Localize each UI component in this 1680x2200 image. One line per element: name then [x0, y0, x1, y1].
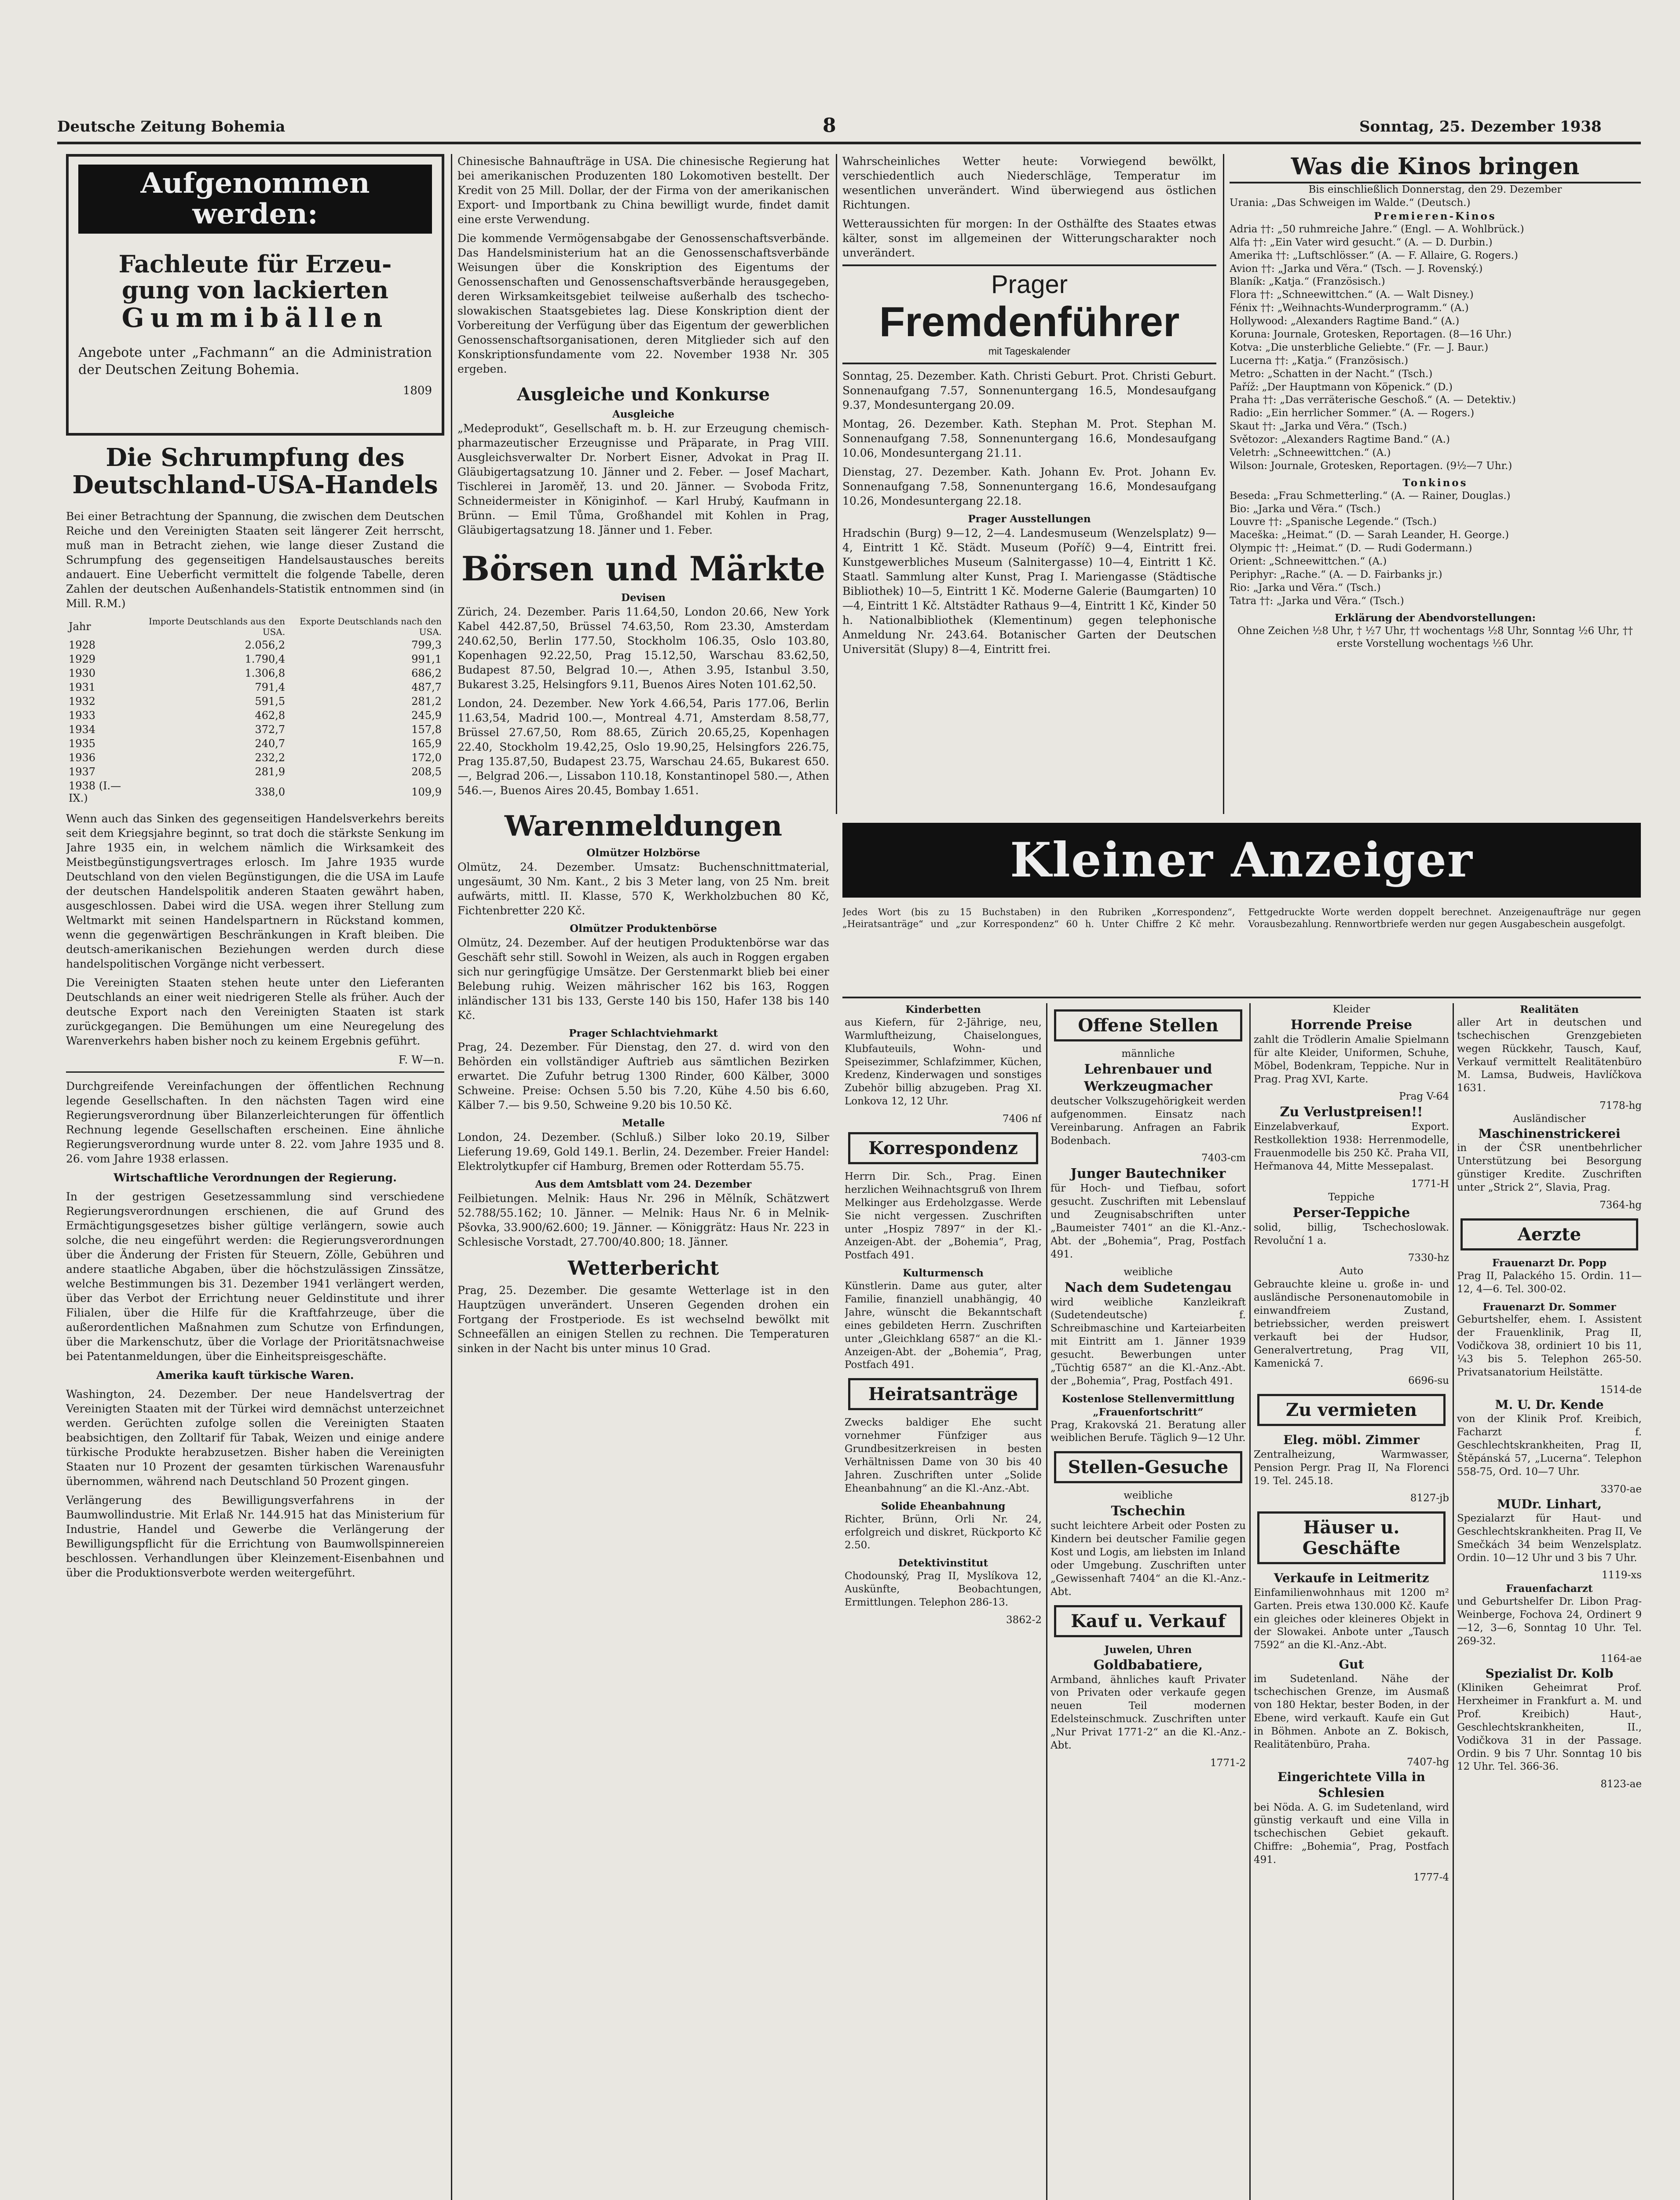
- article-text: Wetteraussichten für morgen: In der Osthälfte des Staates etwas kälter, sonst im allgemeinen der Witterungscharakter noch unverändert.: [842, 217, 1216, 259]
- cinema-entry: Lucerna ††: „Katja.“ (Französisch.): [1230, 355, 1409, 367]
- ad-text: Gebrauchte kleine u. große in- und ausländische Personenautomobile in einwandfreiem Zustand, betriebssicher, werden preiswert verkauft bei der Hudsor, Generalvertretung, Prag VII, Kamenická 7.: [1254, 1279, 1449, 1369]
- table-row: 1930 1.306,8 686,2: [69, 667, 442, 680]
- ad-text: Zentralheizung, Warmwasser, Pension Pergr. Prag II, Na Florenci 19. Tel. 245.18.: [1254, 1448, 1449, 1487]
- subheading: Ausgleiche: [612, 408, 675, 420]
- column-divider: [451, 154, 452, 2200]
- cinema-entry: Orient: „Schneewittchen.“ (A.): [1230, 556, 1387, 568]
- ad-heading: Spezialist Dr. Kolb: [1485, 1666, 1614, 1681]
- cinema-entry: Koruna: Journale, Grotesken, Reportagen. (8—16 Uhr.): [1230, 328, 1512, 340]
- ad-code: 7330-hz: [1408, 1252, 1449, 1264]
- ad-code: 3370-ae: [1600, 1483, 1642, 1495]
- cinema-entry: Flora ††: „Schneewittchen.“ (A. — Walt Disney.): [1230, 289, 1474, 301]
- section-heading: Warenmeldungen: [504, 810, 783, 843]
- article-text: London, 24. Dezember. (Schluß.) Silber loko 20.19, Silber Lieferung 19.69, Gold 149.1. Berlin, 24. Dezember. Freier Handel: Elektrolytkupfer cif Hamburg, Bremen oder Rotterdam 55.75.: [458, 1131, 829, 1173]
- calendar-entry: Sonntag, 25. Dezember. Kath. Christi Geburt. Prot. Christi Geburt. Sonnenaufgang 7.57, Sonnenuntergang 16.5, Mondesaufgang 9.37, Mondesuntergang 20.09.: [842, 370, 1216, 412]
- article-text: In der gestrigen Gesetzessammlung sind verschiedene Regierungsverordnungen erschienen, die auf Grund des Ermächtigungsgesetzes bisher gültige verlängern, sowie auch solche, die neu eingeführt werden: die Regierungsverordnungen über die Änderung der Fristen für Steuern, Zölle, Gebühren und andere staatliche Abgaben, über die höchstzulässigen Zinssätze, welche Bestimmungen bis 31. Dezember 1941 verlängert werden, über das Verbot der Errichtung neuer Geldinstitute und ihrer Filialen, über die Hilfe für die Kraftfahrzeuge, über die außerordentlichen Maßnahmen zum Schutze von Erfindungen, über die Markenschutz, über die Vorlage der Prioritätsnachweise bei Patentanmeldungen, über die Einheitspreisgeschäfte.: [66, 1190, 444, 1363]
- subheading: Prager Schlachtviehmarkt: [569, 1027, 718, 1039]
- ad-code: 1164-ae: [1600, 1653, 1642, 1665]
- ad-code: 7364-hg: [1599, 1199, 1642, 1211]
- article-text: Washington, 24. Dezember. Der neue Handelsvertrag der Vereinigten Staaten mit der Türkei wird demnächst unterzeichnet werden. Gerüchten zufolge sollen die Vereinigten Staaten beabsichtigen, den Zolltarif für Tabak, Weizen und einige andere türkische Produkte herabzusetzen. Bisher haben die Vereinigten Staaten nur 10 Prozent der gesamten türkischen Warenausfuhr übernommen, während nach Deutschland 50 Prozent gingen.: [66, 1388, 444, 1488]
- guide-subtitle: mit Tageskalender: [988, 345, 1071, 357]
- ad-code: Prag V-64: [1399, 1091, 1449, 1103]
- page-number: 8: [823, 114, 836, 137]
- ad-code: 7178-hg: [1599, 1100, 1642, 1112]
- table-row: 1932 591,5 281,2: [69, 695, 442, 708]
- ad-code: 3862-2: [1006, 1614, 1042, 1626]
- category-box: Aerzte: [1460, 1218, 1638, 1250]
- article-text: Bei einer Betrachtung der Spannung, die zwischen dem Deutschen Reiche und den Vereinigten Staaten seit längerer Zeit herrscht, muß man in Betracht ziehen, wie lange dieser Zustand die Schrumpfung des gegenseitigen Handelsaustausches bereits andauert. Eine Ueberficht vermittelt die folgende Tabelle, deren Zahlen der deutschen Außenhandels-Statistik entnommen sind (in Mill. R.M.): [66, 510, 444, 610]
- ad-text: zahlt die Trödlerin Amalie Spielmann für alte Kleider, Uniformen, Schuhe, Möbel, Bodenkram, Teppiche. Nur in Prag. Prag XVI, Karte.: [1254, 1034, 1449, 1085]
- subheading: Aus dem Amtsblatt vom 24. Dezember: [535, 1178, 752, 1191]
- cinema-entry: Hollywood: „Alexanders Ragtime Band.“ (A.): [1230, 315, 1460, 327]
- ad-code: 7406 nf: [1002, 1113, 1042, 1125]
- cinema-entry: Fénix ††: „Weihnachts-Wunderprogramm.“ (A.): [1230, 302, 1469, 314]
- ad-text: in der ČSR unentbehrlicher Unterstützung bei Besorgung günstiger Kredite. Zuschriften unter „Strick 2“, Slavia, Prag.: [1457, 1142, 1642, 1194]
- calendar-entry: Montag, 26. Dezember. Kath. Stephan M. Prot. Stephan M. Sonnenaufgang 7.58, Sonnenuntergang 16.6, Mondesaufgang 10.06, Mondesuntergang 21.11.: [842, 418, 1216, 460]
- ad-text: aus Kiefern, für 2-Jährige, neu, Warmluftheizung, Chaiselongues, Klubfauteuils, Wohn- und Speisezimmer, Schlafzimmer, Küchen, Kredenz, Kinderwagen und sonstiges Zubehör billig abzugeben. Prag XI. Lonkova 12, 12 Uhr.: [845, 1016, 1042, 1107]
- subheading: Wirtschaftliche Verordnungen der Regierung.: [113, 1171, 397, 1184]
- cinema-entry: Wilson: Journale, Grotesken, Reportagen. (9½—7 Uhr.): [1230, 460, 1512, 472]
- table-header: Jahr: [69, 620, 91, 633]
- ad-heading: M. U. Dr. Kende: [1495, 1397, 1604, 1412]
- subheading: Devisen: [621, 592, 666, 604]
- ad-heading: Frauenarzt Dr. Popp: [1492, 1257, 1607, 1269]
- cinema-entry: Metro: „Schatten in der Nacht.“ (Tsch.): [1230, 368, 1433, 380]
- section-heading: Wetterbericht: [567, 1257, 719, 1280]
- cinema-entry: Adria ††: „50 ruhmreiche Jahre.“ (Engl. — A. Wohlbrück.): [1230, 223, 1524, 235]
- trade-table: [66, 615, 444, 805]
- guide-title: Fremdenführer: [879, 298, 1180, 345]
- table-row: 1935 240,7 165,9: [69, 737, 442, 750]
- article-text: Hradschin (Burg) 9—12, 2—4. Landesmuseum (Wenzelsplatz) 9—4, Eintritt 1 Kč. Städt. Museum (Poříč) 9—4, Eintritt frei. Kunstgewerbliches Museum (Salnitergasse) 10—4, Eintritt 1 Kč. Staatl. Sammlung alter Kunst, Prag I. Mariengasse (Städtische Bibliothek) 10—5, Eintritt 1 Kč. Moderne Galerie (Baumgarten) 10—4, Eintritt 1 Kč. Altstädter Rathaus 9—4, Eintritt 1 Kč, Kinder 50 h. Nationalbibliothek (Klementinum) gegen telephonische Anmeldung Nr. 243.64. Botanischer Garten der Deutschen Universität (Slupy) 8—4, Eintritt frei.: [842, 527, 1216, 656]
- ad-heading: MUDr. Linhart,: [1497, 1496, 1602, 1511]
- ad-subheading: weibliche: [1124, 1266, 1173, 1278]
- cinema-entry: Skaut ††: „Jarka und Věra.“ (Tsch.): [1230, 421, 1407, 433]
- subheading: Tonkinos: [1402, 477, 1468, 489]
- ad-code: 1119-xs: [1601, 1569, 1642, 1581]
- cinema-entry: Periphyr: „Rache.“ (A. — D. Fairbanks jr.): [1230, 569, 1442, 581]
- ad-subheading: männliche: [1121, 1048, 1175, 1060]
- cinema-entry: Praha ††: „Das verräterische Geschoß.“ (A. — Detektiv.): [1230, 394, 1516, 406]
- masthead: Deutsche Zeitung Bohemia: [57, 118, 285, 136]
- ad-heading: Detektivinstitut: [898, 1557, 988, 1569]
- ad-text: Künstlerin. Dame aus guter, alter Familie, finanziell unabhängig, 40 Jahre, wünscht die Bekanntschaft eines gebildeten Herrn. Zuschriften unter „Gleichklang 6587“ an die Kl.-Anzeigen-Abt. der „Bohemia“, Prag, Postfach 491.: [845, 1280, 1042, 1371]
- article-title: Die Schrumpfung des Deutschland-USA-Handels: [72, 443, 438, 499]
- ad-heading: Kinderbetten: [905, 1004, 981, 1016]
- guide-title: Prager: [991, 270, 1068, 299]
- classifieds-rule: [842, 997, 1641, 998]
- subheading: Olmützer Holzbörse: [586, 847, 700, 859]
- note-heading: Erklärung der Abendvorstellungen:: [1335, 612, 1536, 624]
- ad-heading: Perser-Teppiche: [1292, 1205, 1410, 1221]
- ad-line: Gummibällen: [121, 302, 389, 334]
- column-divider: [1249, 1003, 1251, 2200]
- table-row: 1928 2.056,2 799,3: [69, 639, 442, 652]
- ad-text: Prag, Krakovská 21. Beratung aller weiblichen Berufe. Täglich 9—12 Uhr.: [1050, 1419, 1246, 1444]
- table-row: 1931 791,4 487,7: [69, 681, 442, 694]
- cinema-entry: Olympic ††: „Heimat.“ (D. — Rudi Godermann.): [1230, 543, 1472, 554]
- cinema-entry: Světozor: „Alexanders Ragtime Band.“ (A.): [1230, 434, 1450, 446]
- ad-code: 6696-su: [1408, 1375, 1449, 1387]
- cinema-entry: Blaník: „Katja.“ (Französisch.): [1230, 276, 1385, 288]
- ad-line: Fachleute für Erzeu-: [118, 249, 392, 278]
- article-text: Olmütz, 24. Dezember. Umsatz: Buchenschnittmaterial, ungesäumt, 30 Nm. Kant., 2 bis 3 Meter lang, von 25 Nm. breit aufwärts, mittl. II. Klasse, 570 K, Werkholzbuchen 80 Kč, Fichtenbretter 220 Kč.: [458, 860, 829, 917]
- article-text: London, 24. Dezember. New York 4.66,54, Paris 177.06, Berlin 11.63,54, Madrid 100.—, Montreal 4.71, Amsterdam 8.58,77, Brüssel 27.67,50, Rom 88.65, Zürich 20.65,25, Kopenhagen 22.40, Stockholm 19.42,25, Oslo 19.90,25, Helsingfors 226.75, Prag 135.87,50, Budapest 23.75, Warschau 24.65, Bukarest 650.—, Belgrad 206.—, Lissabon 110.18, Konstantinopel 580.—, Athen 546.—, Buenos Aires 20.45, Bombay 1.651.: [458, 697, 829, 797]
- ad-code: 1771-H: [1411, 1178, 1449, 1190]
- table-row: 1938 (I.—IX.) 338,0 109,9: [69, 780, 442, 805]
- cinema-entry: Bio: „Jarka und Věra.“ (Tsch.): [1230, 503, 1381, 515]
- ad-heading: Maschinenstrickerei: [1478, 1126, 1621, 1141]
- ad-heading: Frauenarzt Dr. Sommer: [1482, 1301, 1616, 1313]
- ad-heading: Horrende Preise: [1290, 1017, 1413, 1033]
- ad-text: Geburtshelfer, ehem. I. Assistent der Frauenklinik, Prag II, Vodičkova 38, ordiniert 10 bis 11, ¼3 bis 5. Telephon 265-50. Privatsanatorium Heilstätte.: [1457, 1314, 1642, 1378]
- article-text: Die Vereinigten Staaten stehen heute unter den Lieferanten Deutschlands an einer weit niedrigeren Stelle als früher. Auch der deutsche Export nach den Vereinigten Staaten ist stark zurückgegangen. Die Bemühungen um eine Neuregelung des Warenverkehrs haben bisher noch zu keinem Ergebnis geführt.: [66, 976, 444, 1048]
- category-box: Korrespondenz: [848, 1132, 1038, 1164]
- column-3: [842, 154, 1216, 814]
- table-row: 1934 372,7 157,8: [69, 723, 442, 736]
- ad-code: 7403-cm: [1201, 1152, 1246, 1164]
- issue-date: Sonntag, 25. Dezember 1938: [1359, 118, 1602, 136]
- ad-text: wird weibliche Kanzleikraft (Sudetendeutsche) f. Schreibmaschine und Karteiarbeiten mit Eintritt am 1. Jänner 1939 gesucht. Bewerbungen unter „Tüchtig 6587“ an die Kl.-Anz.-Abt. der „Bohemia“, Prag, Postfach 491.: [1050, 1296, 1246, 1387]
- article-text: Prag, 24. Dezember. Für Dienstag, den 27. d. wird von den Behörden ein vollständiger Auftrieb aus sämtlichen Bezirken erwartet. Die Zufuhr betrug 1300 Rinder, 600 Kälber, 3000 Schweine. Preise: Ochsen 5.50 bis 7.20, Kühe 4.50 bis 6.60, Kälber 7.— bis 9.50, Schweine 9.20 bis 10.50 Kč.: [458, 1041, 829, 1112]
- article-signature: F. W—n.: [398, 1053, 444, 1067]
- ad-heading: Junger Bautechniker: [1070, 1166, 1226, 1182]
- article-text: Chinesische Bahnaufträge in USA. Die chinesische Regierung hat bei amerikanischen Produzenten 180 Lokomotiven bestellt. Der Kredit von 25 Mill. Dollar, der der Firma von der amerikanischen Export- und Importbank zu China bewilligt wurde, findet damit eine erste Verwendung.: [458, 155, 829, 226]
- ad-subheading: Juwelen, Uhren: [1104, 1643, 1192, 1656]
- divider: [66, 1071, 444, 1073]
- ad-heading: Kostenlose Stellenvermittlung „Frauenfortschritt“: [1061, 1393, 1235, 1418]
- table-row: 1929 1.790,4 991,1: [69, 653, 442, 666]
- ad-text: Chodounský, Prag II, Myslíkova 12, Auskünfte, Beobachtungen, Ermittlungen. Telephon 286-13.: [845, 1570, 1042, 1608]
- column-2: [458, 154, 829, 2200]
- classifieds-column-2: [1050, 1003, 1246, 2200]
- calendar-entry: Dienstag, 27. Dezember. Kath. Johann Ev. Prot. Johann Ev. Sonnenaufgang 7.58, Sonnenuntergang 16.6, Mondesaufgang 10.26, Mondesuntergang 22.18.: [842, 466, 1216, 508]
- table-row: 1936 232,2 172,0: [69, 752, 442, 764]
- article-text: Prag, 25. Dezember. Die gesamte Wetterlage ist in den Hauptzügen unverändert. Unseren Gegenden drohen ein Fortgang der Frostperiode. Es ist wechselnd bewölkt mit Schneefällen an einigen Stellen zu rechnen. Die Temperaturen sinken in der Nacht bis unter minus 10 Grad.: [458, 1283, 829, 1355]
- cinema-entry: Tatra ††: „Jarka und Věra.“ (Tsch.): [1230, 595, 1404, 607]
- column-divider: [1046, 1003, 1047, 2200]
- ad-subheading: Teppiche: [1328, 1191, 1375, 1203]
- header-rule: [57, 142, 1641, 144]
- ad-text: bei Nöda. A. G. im Sudetenland, wird günstig verkauft und eine Villa in tschechischen Gebiet gekauft. Chiffre: „Bohemia“, Prag, Postfach 491.: [1254, 1801, 1449, 1866]
- cinema-entry: Amerika ††: „Luftschlösser.“ (A. — F. Allaire, G. Rogers.): [1230, 249, 1518, 261]
- ad-text: im Sudetenland. Nähe der tschechischen Grenze, im Ausmaß von 180 Hektar, bester Boden, in der Ebene, wird verkauft. Kaufe ein Gut in Böhmen. Anbote an Z. Bokisch, Realitätenbüro, Praha.: [1254, 1673, 1449, 1751]
- column-divider: [836, 154, 837, 814]
- table-header: Exporte Deutschlands nach den USA.: [299, 616, 442, 638]
- ad-title: Aufgenommen werden:: [78, 165, 432, 234]
- ad-fachleute: [66, 154, 444, 436]
- category-box: Häuser u. Geschäfte: [1257, 1511, 1446, 1564]
- cinema-entry: Urania: „Das Schweigen im Walde.“ (Deutsch.): [1230, 197, 1471, 209]
- category-box: Offene Stellen: [1054, 1009, 1242, 1041]
- cinema-subtitle: Bis einschließlich Donnerstag, den 29. Dezember: [1308, 184, 1562, 196]
- ad-text: deutscher Volkszugehörigkeit werden aufgenommen. Einsatz nach Vereinbarung. Anfragen an Fabrik Bodenbach.: [1050, 1095, 1246, 1147]
- ad-subheading: Auto: [1339, 1265, 1364, 1277]
- cinema-entry: Kotva: „Die unsterbliche Geliebte.“ (Fr. — J. Baur.): [1230, 341, 1489, 353]
- ad-text: Armband, ähnliches kauft Privater von Privaten oder verkaufe gegen neuen Teil modernen Edelsteinschmuck. Zuschriften unter „Nur Privat 1771-2“ an die Kl.-Anz.-Abt.: [1050, 1674, 1246, 1751]
- subheading: Prager Ausstellungen: [968, 513, 1091, 525]
- ad-heading: Tschechin: [1111, 1503, 1186, 1519]
- ad-heading: Eleg. möbl. Zimmer: [1283, 1433, 1420, 1448]
- category-box: Zu vermieten: [1257, 1394, 1446, 1426]
- ad-subheading: Realitäten: [1520, 1004, 1579, 1016]
- classifieds-column-3: [1254, 1003, 1449, 2200]
- ad-code: 8123-ae: [1600, 1778, 1642, 1790]
- ad-text: solid, billig, Tschechoslowak. Revoluční 1 a.: [1254, 1221, 1449, 1247]
- table-row: 1937 281,9 208,5: [69, 766, 442, 778]
- article-text: Zürich, 24. Dezember. Paris 11.64,50, London 20.66, New York Kabel 442.87,50, Brüssel 74.63,50, Rom 23.30, Amsterdam 240.62,50, Berlin 177.50, Stockholm 106.35, Oslo 103.80, Kopenhagen 92.22,50, Prag 15.12,50, Warschau 83.62,50, Budapest 87.50, Belgrad 10.—, Athen 3.95, Istanbul 3.50, Bukarest 3.25, Helsingfors 9.11, Buenos Aires Noten 101.62,50.: [458, 605, 829, 691]
- cinema-entry: Veletrh: „Schneewittchen.“ (A.): [1230, 447, 1391, 458]
- ad-text: für Hoch- und Tiefbau, sofort gesucht. Zuschriften mit Lebenslauf und Zeugnisabschriften unter „Baumeister 7401“ an die Kl.-Anz.-Abt. der „Bohemia“, Prag, Postfach 491.: [1050, 1183, 1246, 1260]
- ad-text: aller Art in deutschen und tschechischen Grenzgebieten wegen Rückkehr, Tausch, Kauf, Verkauf vermittelt Realitätenbüro M. Lamsa, Budweis, Havlíčkova 1631.: [1457, 1016, 1642, 1094]
- ad-text: Einfamilienwohnhaus mit 1200 m² Garten. Preis etwa 130.000 Kč. Kaufe ein gleiches oder kleineres Objekt in der Slowakei. Anbote unter „Tausch 7592“ an die Kl.-Anz.-Abt.: [1254, 1587, 1449, 1651]
- ad-heading: Kulturmensch: [903, 1267, 984, 1280]
- article-text: Wahrscheinliches Wetter heute: Vorwiegend bewölkt, verschiedentlich auch Niederschläge, Temperatur im wesentlichen unverändert. Wind überwiegend aus östlichen Richtungen.: [842, 155, 1216, 211]
- cinema-entry: Rio: „Jarka und Věra.“ (Tsch.): [1230, 582, 1381, 594]
- ad-text: Richter, Brünn, Orli Nr. 24, erfolgreich und diskret, Rückporto Kč 2.50.: [845, 1513, 1042, 1551]
- cinema-entry: Maceška: „Heimat.“ (D. — Sarah Leander, H. George.): [1230, 529, 1509, 541]
- ad-subheading: weibliche: [1124, 1490, 1173, 1502]
- category-box: Kauf u. Verkauf: [1054, 1605, 1242, 1637]
- ad-line: gung von lackierten: [122, 276, 388, 304]
- ad-subheading: Ausländischer: [1513, 1113, 1586, 1125]
- column-1: [66, 154, 444, 2200]
- cinema-entry: Paříž: „Der Hauptmann von Köpenick.“ (D.): [1230, 381, 1453, 393]
- article-text: „Medeprodukt“, Gesellschaft m. b. H. zur Erzeugung chemisch-pharmazeutischer Erzeugnisse und Präparate, in Prag VIII. Ausgleichsverwalter Dr. Norbert Eisner, Advokat in Prag II. Gläubigertagsatzung 10. Jänner und 2. Feber. — Josef Machart, Tischlerei in Jaroměř, 13. und 20. Jänner. — Svoboda Fritz, Schneidermeister in Königinhof. — Karl Hrubý, Kaufmann in Brünn. — Emil Tůma, Großhandel mit Kohlen in Prag, Gläubigertagsatzung 18. Jänner und 1. Feber.: [458, 422, 829, 536]
- ad-text: Spezialarzt für Haut- und Geschlechtskrankheiten. Prag II, Ve Smečkách 34 beim Wenzelsplatz. Ordin. 10—12 Uhr und 3 bis 7 Uhr.: [1457, 1512, 1642, 1564]
- classifieds-title: Kleiner Anzeiger: [1010, 832, 1473, 888]
- ad-text: und Geburtshelfer Dr. Libon Prag-Weinberge, Fochova 24, Ordinert 9—12, 3—6, Sonntag 10 Uhr. Tel. 269-32.: [1457, 1596, 1642, 1647]
- ad-text: Zwecks baldiger Ehe sucht vornehmer Fünfziger aus Grundbesitzerkreisen in besten Verhältnissen Dame von 30 bis 40 Jahren. Zuschriften unter „Solide Eheanbahnung“ an die Kl.-Anz.-Abt.: [845, 1417, 1042, 1494]
- classifieds-column-4: [1457, 1003, 1642, 2200]
- classifieds-column-1: [845, 1003, 1042, 2200]
- column-4: [1230, 154, 1641, 814]
- category-box: Stellen-Gesuche: [1054, 1451, 1242, 1483]
- ad-code: 1514-de: [1600, 1384, 1642, 1396]
- guide-header: [842, 264, 1216, 364]
- subheading: Premieren-Kinos: [1374, 210, 1497, 222]
- article-text: Durchgreifende Vereinfachungen der öffentlichen Rechnung legende Gesellschaften. In den nächsten Tagen wird eine Regierungsverordnung über Bilanzerleichterungen für öffentlich Rechnung legende Gesellschaften erscheinen. Eine ähnliche Regierungsverordnung wurde unter 8. 22. vom Jahre 1935 und 8. 26. vom Jahre 1938 erlassen.: [66, 1080, 444, 1166]
- table-header: Importe Deutschlands aus den USA.: [148, 616, 285, 638]
- article-text: Die kommende Vermögensabgabe der Genossenschaftsverbände. Das Handelsministerium hat an die Genossenschaftsverbände Weisungen über die Konskription des Eigentums der Genossenschaften und Genossenschaftsverbände herausgegeben, deren Wirksamkeitsgebiet teilweise außerhalb des tschecho-slowakischen Staatsgebietes lag. Diese Konskription dient der Vorbereitung der Verfügung über das Eigentum der gewerblichen Genossenschaftsorganisationen, deren Mitglieder sich auf den Konskriptionsfundamente vom 22. November 1938 Nr. 305 ergeben.: [458, 232, 829, 375]
- subheading: Amerika kauft türkische Waren.: [156, 1369, 354, 1382]
- ad-heading: Goldbabatiere,: [1093, 1657, 1203, 1673]
- cinema-entry: Radio: „Ein herrlicher Sommer.“ (A. — Rogers.): [1230, 407, 1475, 419]
- column-divider: [1453, 1003, 1454, 2200]
- ad-subheading: Kleider: [1332, 1004, 1370, 1015]
- ad-text: Prag II, Palackého 15. Ordin. 11—12, 4—6. Tel. 300-02.: [1457, 1270, 1642, 1295]
- ad-text: (Kliniken Geheimrat Prof. Herxheimer in Frankfurt a. M. und Prof. Kreibich) Haut-, Geschlechtskrankheiten, II., Vodičkova 31 in der Passage. Ordin. 9 bis 7 Uhr. Sonntag 10 bis 12 Uhr. Tel. 366-36.: [1457, 1682, 1642, 1773]
- cinema-entry: Avion ††: „Jarka und Věra.“ (Tsch. — J. Rovenský.): [1230, 263, 1483, 275]
- classifieds-banner: [842, 823, 1641, 898]
- ad-heading: Frauenfacharzt: [1506, 1583, 1593, 1595]
- ad-code: 8127-jb: [1410, 1492, 1449, 1504]
- article-text: Olmütz, 24. Dezember. Auf der heutigen Produktenbörse war das Geschäft sehr still. Sowohl in Weizen, als auch in Roggen ergaben sich nur geringfügige Umsätze. Der Gerstenmarkt blieb bei einer Belebung ruhig. Weizen mährischer 162 bis 163, Roggen inländischer 131 bis 133, Gerste 140 bis 150, Hafer 138 bis 140 Kč.: [458, 936, 829, 1022]
- cinema-entry: Louvre ††: „Spanische Legende.“ (Tsch.): [1230, 516, 1437, 528]
- classifieds-info: Jedes Wort (bis zu 15 Buchstaben) in den Rubriken „Korrespondenz“, „Heiratsanträge“ und „zur Korrespondenz“ 60 h. Unter Chiffre 2 Kč mehr. Fettgedruckte Worte werden doppelt berechnet. Anzeigenaufträge nur gegen Vorausbezahlung. Rennwortbriefe werden nur gegen Ausgabeschein ausgefolgt.: [842, 907, 1641, 930]
- ad-code: 7407-hg: [1407, 1756, 1449, 1768]
- subheading: Olmützer Produktenbörse: [570, 922, 717, 935]
- ad-heading: Zu Verlustpreisen!!: [1280, 1104, 1423, 1120]
- article-text: Feilbietungen. Melnik: Haus Nr. 296 in Mělník, Schätzwert 52.788/55.162; 10. Jänner. — Melnik: Haus Nr. 6 in Melnik-Pšovka, 33.900/62.600; 19. Jänner. — Königgrätz: Haus Nr. 223 in Schlesische Vorstadt, 27.700/40.800; 18. Jänner.: [458, 1192, 829, 1249]
- article-text: Verlängerung des Bewilligungsverfahrens in der Baumwollindustrie. Mit Erlaß Nr. 144.915 hat das Ministerium für Industrie, Handel und Gewerbe die Verlängerung der Bewilligungspflicht für die Errichtung von Baumwollspinnereien beschlossen. Verhandlungen über Kleinzement-Eisenbahnen und über die Produktionsverbote werden weitergeführt.: [66, 1494, 444, 1580]
- ad-heading: Lehrenbauer und Werkzeugmacher: [1084, 1061, 1212, 1094]
- ad-heading: Solide Eheanbahnung: [881, 1500, 1006, 1512]
- category-box: Heiratsanträge: [848, 1378, 1038, 1410]
- ad-heading: Gut: [1339, 1657, 1364, 1672]
- ad-text: von der Klinik Prof. Kreibich, Facharzt f. Geschlechtskrankheiten, Prag II, Štěpánská 57, „Lucerna“. Telephon 558-75, Ord. 10—7 Uhr.: [1457, 1413, 1642, 1478]
- ad-text: Angebote unter „Fachmann“ an die Administration der Deutschen Zeitung Bohemia.: [78, 345, 432, 378]
- cinema-entry: Beseda: „Frau Schmetterling.“ (A. — Rainer, Douglas.): [1230, 490, 1511, 502]
- ad-code: 1809: [403, 384, 432, 397]
- table-row: 1933 462,8 245,9: [69, 709, 442, 722]
- column-divider: [1223, 154, 1224, 814]
- ad-code: 1771-2: [1210, 1757, 1246, 1769]
- section-heading: Ausgleiche und Konkurse: [517, 384, 770, 405]
- ad-text: Einzelabverkauf, Export. Restkollektion 1938: Herrenmodelle, Frauenmodelle bis 250 Kč. Praha VII, Heřmanova 44, Mitte Messepalast.: [1254, 1121, 1449, 1173]
- subheading: Metalle: [622, 1117, 665, 1129]
- ad-text: Herrn Dir. Sch., Prag. Einen herzlichen Weihnachtsgruß von Ihrem Melkinger aus Erdeholzgasse. Werde Sie nicht vergessen. Zuschriften unter „Hospiz 7897“ in der Kl.-Anzeigen-Abt. der „Bohemia“, Prag, Postfach 491.: [845, 1171, 1042, 1261]
- ad-heading: Eingerichtete Villa in Schlesien: [1277, 1769, 1425, 1800]
- cinema-entry: Alfa ††: „Ein Vater wird gesucht.“ (A. — D. Durbin.): [1230, 236, 1493, 248]
- article-text: Wenn auch das Sinken des gegenseitigen Handelsverkehrs bereits seit dem Kriegsjahre beginnt, so trat doch die stärkste Senkung im Jahre 1935 ein, in welchem nämlich die Wirksamkeit des Meistbegünstigungsvertrages erlosch. Im Jahre 1935 wurde Deutschland von den vielen Begünstigungen, die die USA im Laufe der deutschen Handelspolitik anderen Staaten gewährt haben, ausgeschlossen. Dabei wird die USA. wegen ihrer Stellung zum Weltmarkt mit seinen Handelspartnern in Rückstand kommen, wenn die gegenwärtigen Beschränkungen in Kraft bleiben. Die deutsch-amerikanischen Beziehungen werden durch diese handelspolitischen Vorgänge nicht verbessert.: [66, 812, 444, 971]
- note-text: Ohne Zeichen ½8 Uhr, † ½7 Uhr, †† wochentags ½8 Uhr, Sonntag ½6 Uhr, †† erste Vorstellung wochentags ½6 Uhr.: [1237, 625, 1633, 650]
- ad-text: sucht leichtere Arbeit oder Posten zu Kindern bei deutscher Familie gegen Kost und Logis, am liebsten im Inland oder Umgebung. Zuschriften unter „Gewissenhaft 7404“ an die Kl.-Anz.-Abt.: [1050, 1520, 1246, 1598]
- ad-code: 1777-4: [1413, 1872, 1449, 1884]
- ad-heading: Nach dem Sudetengau: [1064, 1280, 1232, 1295]
- cinema-title: Was die Kinos bringen: [1230, 154, 1641, 183]
- section-heading: Börsen und Märkte: [461, 549, 826, 588]
- ad-heading: Verkaufe in Leitmeritz: [1274, 1571, 1429, 1586]
